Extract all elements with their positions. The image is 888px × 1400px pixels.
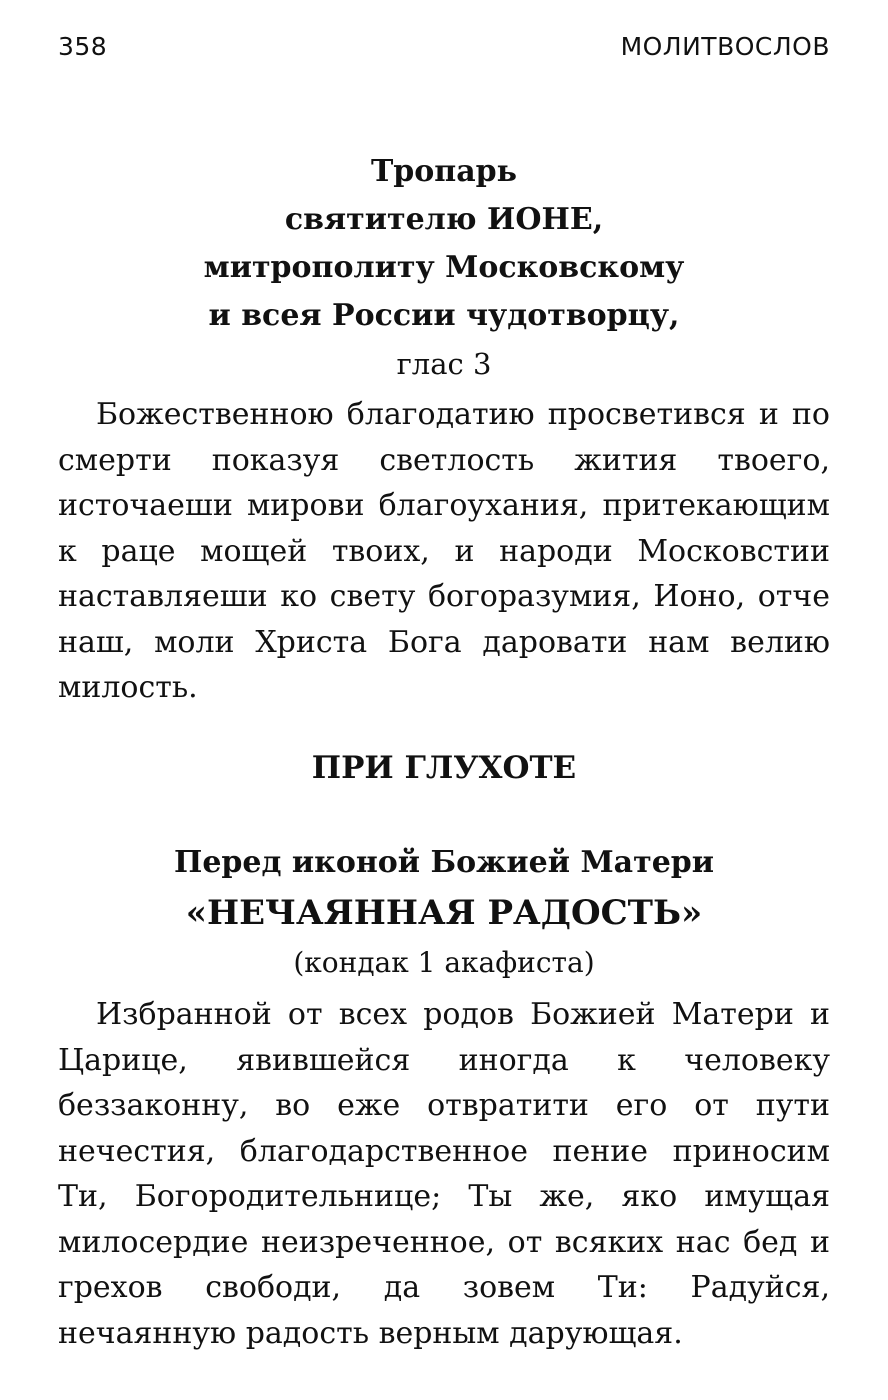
page-header <box>58 32 830 72</box>
troparion-tone: глас 3 <box>396 347 492 381</box>
prayer-text: Избранной от всех родов Божией Матери и Царице, явившейся иногда к человеку беззаконну, во еже отвратити его от пути нечестия, благодарственное пение приносим Ти, Богородительнице; Ты же, яко имущая милосердие неизреченное, от всяких нас бед и грехов свободи, да зовем Ти: Радуйся, нечаянную радость верным дарующая. <box>58 997 830 1351</box>
troparion-heading <box>58 148 830 388</box>
prayer-note: (кондак 1 акафиста) <box>293 946 595 979</box>
troparion-heading-line-3: митрополиту Московскому <box>203 250 685 285</box>
section-title: ПРИ ГЛУХОТЕ <box>311 750 577 786</box>
troparion-text: Божественною благодатию просветився и по смерти показуя светлость жития твоего, источаеши мирови благоухания, притекающим к раце мощей твоих, и народи Московстии наставляеши ко свету богоразумия, Ионо, отче наш, моли Христа Бога даровати нам велию милость. <box>58 397 830 705</box>
page-number: 358 <box>58 32 108 61</box>
troparion-heading-line-1: Тропарь <box>370 154 518 189</box>
prayer-icon-name: «НЕЧАЯННАЯ РАДОСТЬ» <box>185 893 703 933</box>
running-title: МОЛИТВОСЛОВ <box>620 32 830 61</box>
troparion-heading-line-2: святителю ИОНЕ, <box>284 202 604 237</box>
prayer-heading <box>58 838 830 988</box>
prayer-heading-line-1: Перед иконой Божией Матери <box>173 845 715 880</box>
troparion-heading-line-4: и всея России чудотворцу, <box>208 298 680 333</box>
